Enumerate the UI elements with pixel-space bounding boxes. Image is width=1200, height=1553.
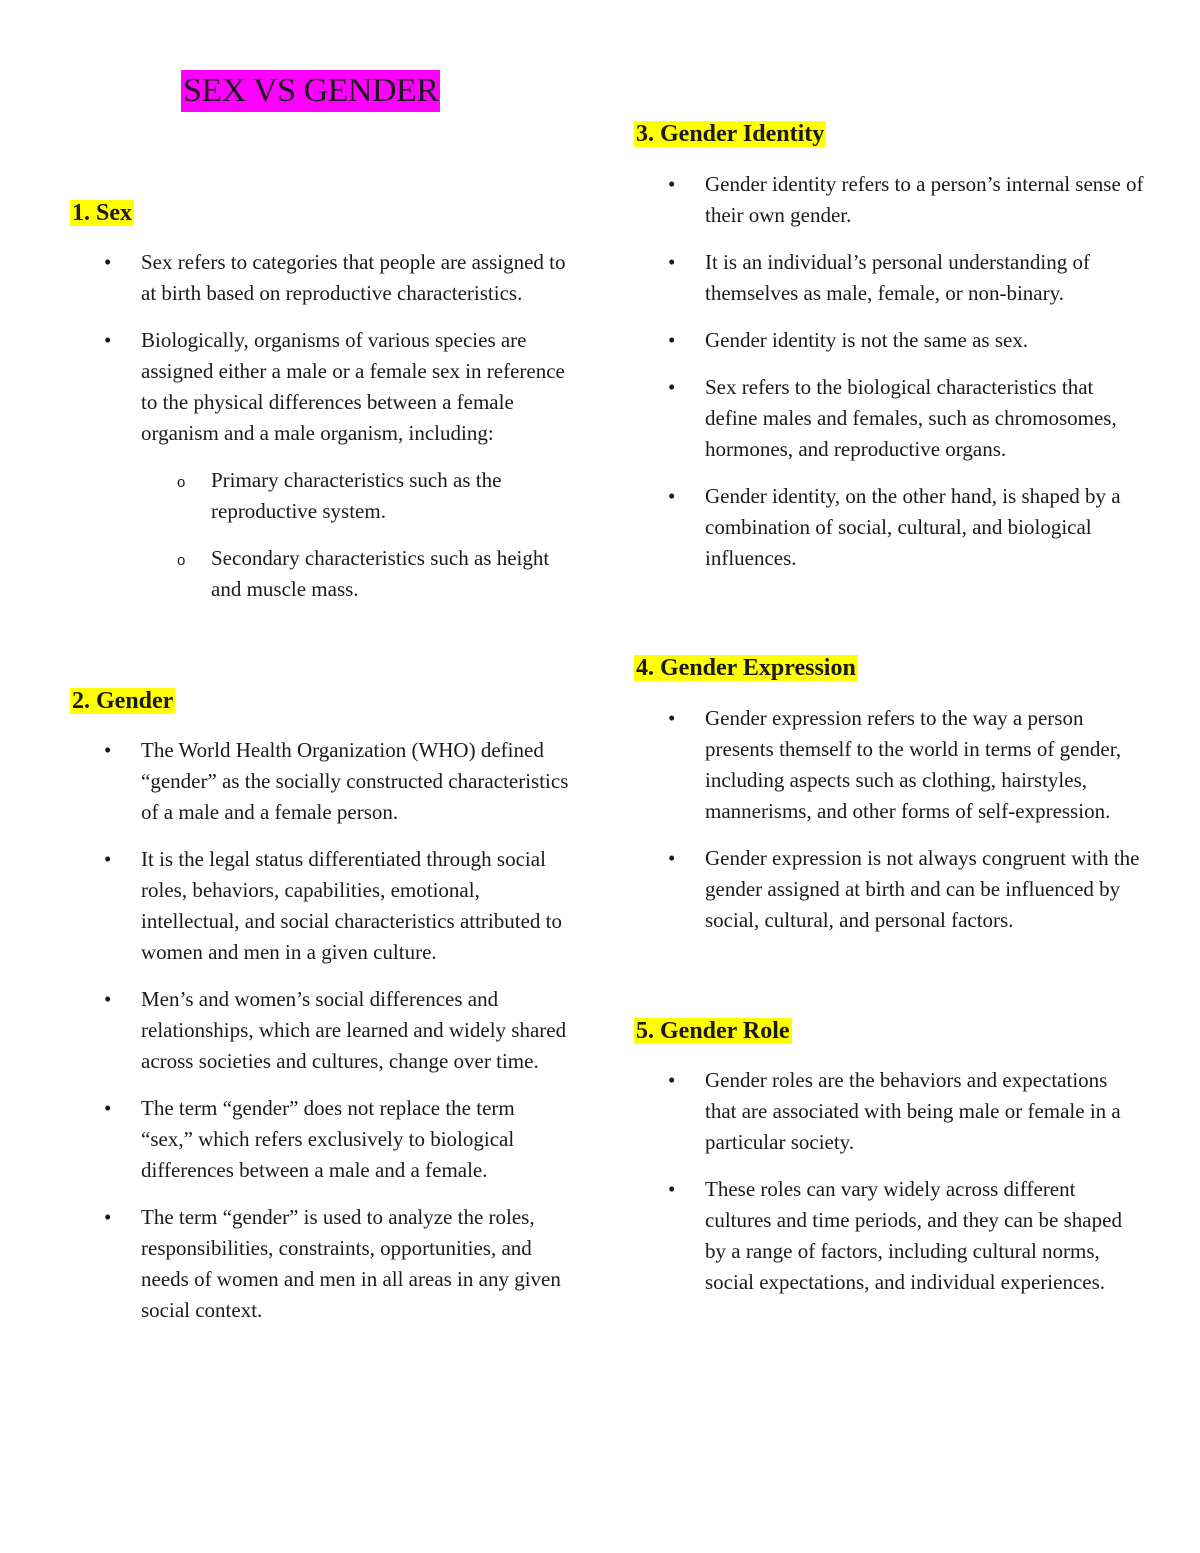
list-item	[70, 325, 570, 605]
section-heading-label: 1. Sex	[72, 200, 132, 226]
section-heading-label: 5. Gender Role	[636, 1018, 790, 1044]
section-heading-sex	[70, 198, 134, 229]
list-item-text: Gender expression is not always congruent with the gender assigned at birth and can be influenced by social, cultural, and personal factors.	[705, 846, 1140, 932]
sub-list	[141, 465, 570, 605]
list-item	[634, 481, 1144, 574]
list-item-text: Gender roles are the behaviors and expectations that are associated with being male or female in a particular society.	[705, 1068, 1121, 1154]
list-item	[70, 247, 570, 309]
list-item-text: Biologically, organisms of various species are assigned either a male or a female sex in reference to the physical differences between a female organism and a male organism, including:	[141, 328, 565, 445]
sub-list-item-text: Secondary characteristics such as height and muscle mass.	[211, 546, 550, 601]
list-item-text: Gender identity, on the other hand, is shaped by a combination of social, cultural, and biological influences.	[705, 484, 1121, 570]
section-heading-label: 3. Gender Identity	[636, 121, 825, 147]
list-item	[634, 843, 1144, 936]
list-item	[634, 325, 1144, 356]
list-item	[634, 1174, 1144, 1298]
section-list-gender-expression	[634, 703, 1144, 952]
section-list-gender-identity	[634, 169, 1144, 590]
list-item	[634, 169, 1144, 231]
section-heading-label: 4. Gender Expression	[636, 655, 856, 681]
section-heading-gender-role	[634, 1016, 792, 1047]
list-item-text: The term “gender” is used to analyze the roles, responsibilities, constraints, opportunities, and needs of women and men in all areas in any given social context.	[141, 1205, 561, 1322]
list-item	[70, 1202, 570, 1326]
list-item	[70, 984, 570, 1077]
list-item	[634, 703, 1144, 827]
list-item-text: Gender expression refers to the way a person presents themself to the world in terms of gender, including aspects such as clothing, hairstyles, mannerisms, and other forms of self-expression.	[705, 706, 1122, 823]
section-heading-label: 2. Gender	[72, 688, 174, 714]
sub-list-item	[141, 465, 570, 527]
section-list-gender-role	[634, 1065, 1144, 1314]
list-item-text: Gender identity refers to a person’s internal sense of their own gender.	[705, 172, 1144, 227]
list-item-text: The term “gender” does not replace the term “sex,” which refers exclusively to biological differences between a male and a female.	[141, 1096, 515, 1182]
list-item	[70, 735, 570, 828]
section-heading-gender	[70, 686, 175, 717]
section-list-sex	[70, 247, 570, 621]
list-item	[70, 844, 570, 968]
list-item-text: Sex refers to categories that people are assigned to at birth based on reproductive characteristics.	[141, 250, 566, 305]
sub-list-item	[141, 543, 570, 605]
list-item-text: These roles can vary widely across different cultures and time periods, and they can be shaped by a range of factors, including cultural norms, social expectations, and individual experiences.	[705, 1177, 1122, 1294]
section-heading-gender-identity	[634, 119, 826, 150]
list-item	[634, 372, 1144, 465]
list-item	[634, 1065, 1144, 1158]
list-item	[634, 247, 1144, 309]
list-item	[70, 1093, 570, 1186]
section-heading-gender-expression	[634, 653, 858, 684]
sub-list-item-text: Primary characteristics such as the reproductive system.	[211, 468, 502, 523]
list-item-text: Sex refers to the biological characteristics that define males and females, such as chromosomes, hormones, and reproductive organs.	[705, 375, 1117, 461]
list-item-text: Gender identity is not the same as sex.	[705, 328, 1029, 352]
section-list-gender	[70, 735, 570, 1342]
list-item-text: It is the legal status differentiated through social roles, behaviors, capabilities, emotional, intellectual, and social characteristics attributed to women and men in a given culture.	[141, 847, 562, 964]
list-item-text: Men’s and women’s social differences and relationships, which are learned and widely shared across societies and cultures, change over time.	[141, 987, 567, 1073]
list-item-text: It is an individual’s personal understanding of themselves as male, female, or non-binary.	[705, 250, 1090, 305]
page-title: SEX VS GENDER	[181, 70, 440, 112]
list-item-text: The World Health Organization (WHO) defined “gender” as the socially constructed characteristics of a male and a female person.	[141, 738, 569, 824]
